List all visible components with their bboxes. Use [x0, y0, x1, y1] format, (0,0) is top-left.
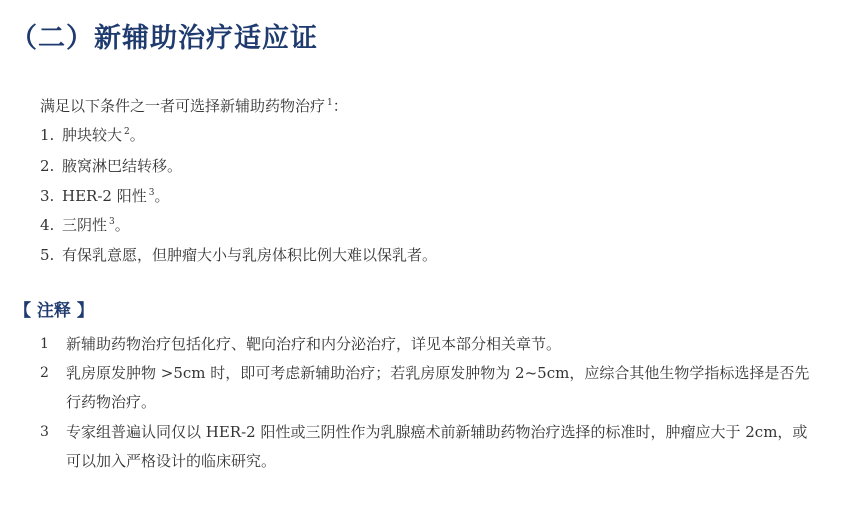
notes-heading: 【 注释 】	[14, 301, 94, 321]
note-text: 专家组普遍认同仅以 HER-2 阳性或三阴性作为乳腺癌术前新辅助药物治疗选择的标准时，肿瘤应大于 2cm，或可以加入严格设计的临床研究。	[66, 423, 808, 470]
note-item	[40, 359, 810, 417]
list-item-text: 腋窝淋巴结转移。	[62, 157, 183, 175]
list-item-number: 5.	[40, 246, 55, 264]
list-item-number: 1.	[40, 126, 55, 144]
list-item-suffix: 。	[114, 216, 130, 234]
list-item-number: 2.	[40, 157, 55, 175]
note-item	[40, 418, 810, 476]
list-item	[40, 155, 182, 176]
intro-suffix: ：	[332, 97, 348, 115]
note-number: 3	[40, 424, 49, 440]
section-title: （二）新辅助治疗适应证	[10, 23, 318, 54]
footnote-ref: 3	[109, 217, 115, 227]
footnote-ref: 3	[148, 188, 155, 198]
list-item	[40, 185, 169, 206]
intro-text	[40, 95, 348, 116]
footnote-ref: 1	[327, 98, 333, 108]
note-text: 乳房原发肿物 >5cm 时，即可考虑新辅助治疗；若乳房原发肿物为 2~5cm，应综合其他生物学指标选择是否先行药物治疗。	[66, 364, 810, 411]
list-item-number: 4.	[40, 216, 55, 234]
list-item-text: 有保乳意愿，但肿瘤大小与乳房体积比例大难以保乳者。	[62, 246, 438, 264]
note-text: 新辅助药物治疗包括化疗、靶向治疗和内分泌治疗，详见本部分相关章节。	[66, 335, 562, 353]
list-item-suffix: 。	[129, 126, 145, 144]
footnote-ref: 2	[124, 127, 130, 137]
list-item	[40, 124, 145, 145]
list-item-text: 肿块较大	[62, 126, 123, 144]
list-item-text: HER-2 阳性	[62, 187, 147, 205]
intro-label: 满足以下条件之一者可选择新辅助药物治疗	[40, 97, 326, 115]
list-item-text: 三阴性	[62, 216, 108, 234]
list-item	[40, 244, 437, 265]
note-number: 1	[40, 336, 49, 352]
note-number: 2	[40, 365, 49, 381]
list-item-number: 3.	[40, 187, 55, 205]
list-item	[40, 214, 130, 235]
note-item	[40, 330, 810, 359]
list-item-suffix: 。	[154, 187, 170, 205]
